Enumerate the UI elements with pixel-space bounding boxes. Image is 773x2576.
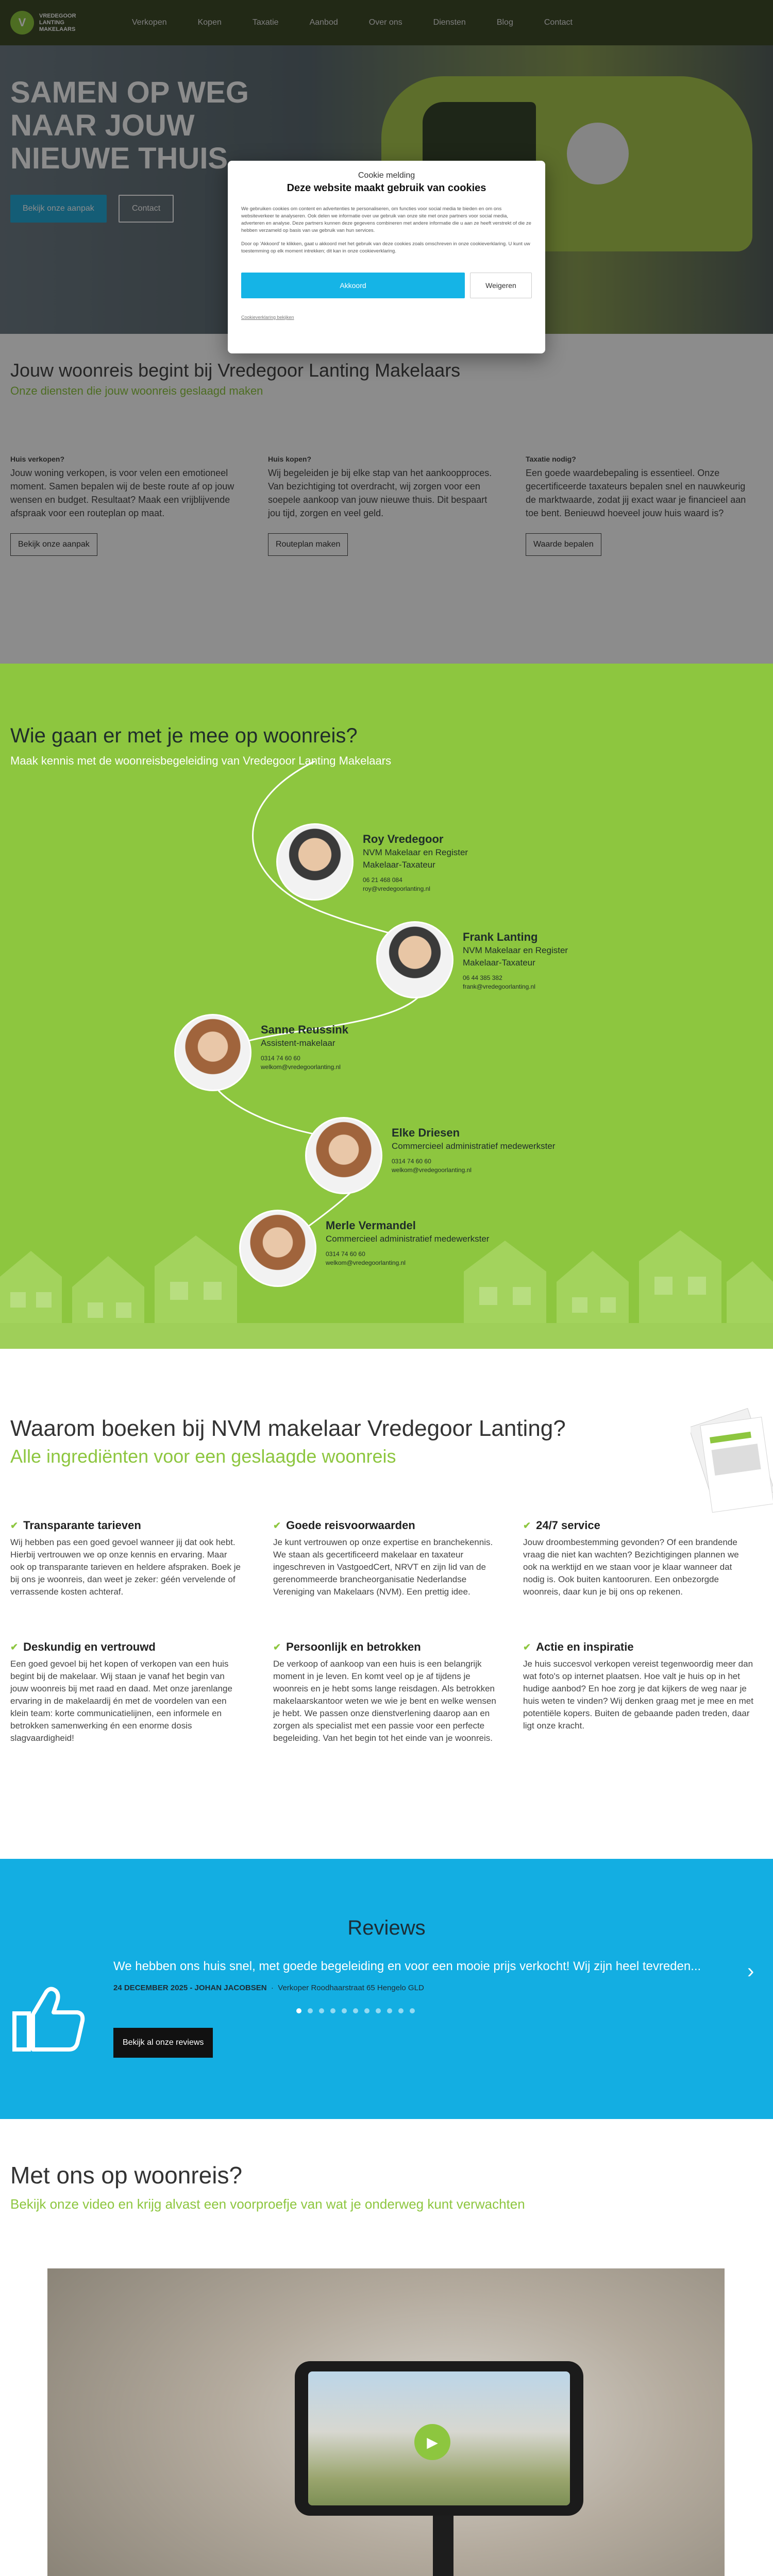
member-name: Frank Lanting xyxy=(463,930,538,943)
cookie-actions xyxy=(241,273,532,298)
member-name: Roy Vredegoor xyxy=(363,833,444,845)
all-reviews-button[interactable]: Bekijk al onze reviews xyxy=(113,2028,213,2058)
check-icon: ✔ xyxy=(523,1641,531,1652)
nav-item-kopen[interactable]: Kopen xyxy=(197,18,222,27)
team-section xyxy=(0,664,773,1349)
review-location: Verkoper Roodhaarstraat 65 Hengelo GLD xyxy=(278,1984,424,1992)
video-title: Met ons op woonreis? xyxy=(10,2162,243,2189)
member-phone[interactable]: 06 44 385 382 xyxy=(463,974,502,981)
review-dot[interactable] xyxy=(364,2008,369,2013)
why-title: Waarom boeken bij NVM makelaar Vredegoor Lanting? xyxy=(10,1416,566,1441)
logo-line: VREDEGOOR xyxy=(39,12,76,19)
why-section xyxy=(0,1349,773,1859)
review-dot[interactable] xyxy=(387,2008,392,2013)
member-phone[interactable]: 0314 74 60 60 xyxy=(261,1055,300,1062)
feature-deskundig xyxy=(10,1640,242,1744)
team-member-roy xyxy=(276,823,468,901)
cookie-text: We gebruiken cookies om content en advertenties te personaliseren, om functies voor social media te bieden en om ons websiteverkeer te analyseren. Ook delen we informatie over uw gebruik van onze site met onze partners voor social media, adverteren en analyse. Deze partners kunnen deze gegevens combineren met andere informatie die u aan ze heeft verstrekt of die ze hebben verzameld op basis van uw gebruik van hun services. xyxy=(241,206,531,233)
member-phone[interactable]: 0314 74 60 60 xyxy=(392,1158,431,1165)
check-icon: ✔ xyxy=(523,1520,531,1531)
cookie-text-consent: Door op 'Akkoord' te klikken, gaat u akkoord met het gebruik van deze cookies zoals omschreven in onze cookieverklaring. U kunt uw toestemming op elk moment intrekken; dit kan in onze cookieverklaring. xyxy=(241,241,530,254)
member-role: Makelaar-Taxateur xyxy=(463,958,535,968)
reviews-title: Reviews xyxy=(347,1917,426,1939)
member-role: NVM Makelaar en Register xyxy=(363,848,468,857)
nav-item-over-ons[interactable]: Over ons xyxy=(368,18,402,27)
logo-line: MAKELAARS xyxy=(39,26,76,32)
review-dot[interactable] xyxy=(353,2008,358,2013)
member-name: Elke Driesen xyxy=(392,1126,460,1139)
member-email[interactable]: welkom@vredegoorlanting.nl xyxy=(392,1166,472,1174)
review-pagination xyxy=(296,2008,415,2013)
service-button[interactable]: Bekijk onze aanpak xyxy=(10,533,97,556)
member-role: Makelaar-Taxateur xyxy=(363,860,435,870)
review-dot[interactable] xyxy=(342,2008,347,2013)
member-name: Sanne Reussink xyxy=(261,1023,348,1036)
team-member-elke xyxy=(305,1117,555,1194)
accept-cookies-button[interactable]: Akkoord xyxy=(241,273,465,298)
feature-title: Deskundig en vertrouwd xyxy=(23,1640,156,1653)
avatar xyxy=(174,1014,251,1091)
feature-title: 24/7 service xyxy=(536,1519,600,1532)
member-email[interactable]: roy@vredegoorlanting.nl xyxy=(363,885,430,892)
service-text: Wij begeleiden je bij elke stap van het aankoopproces. Van bezichtiging tot overdracht, wij zorgen voor een soepele aankoop van jouw nieuwe thuis. Dit bespaart jou tijd, zorgen en veel geld. xyxy=(268,468,492,518)
member-phone[interactable]: 06 21 468 084 xyxy=(363,876,402,884)
cookie-title: Deze website maakt gebruik van cookies xyxy=(287,182,486,194)
review-dot[interactable] xyxy=(376,2008,381,2013)
feature-text: Een goed gevoel bij het kopen of verkopen van een huis begint bij de makelaar. Wij staan je vanaf het begin van jouw woonreis bij met raad en daad. Met onze jarenlange ervaring in de makelaardij én met de voordelen van een klein team: korte communicatielijnen, een informele en betrokken samenwerking én een enorme dosis slagvaardigheid! xyxy=(10,1659,232,1743)
reviews-section xyxy=(0,1859,773,2119)
team-member-frank xyxy=(376,921,568,998)
avatar xyxy=(305,1117,382,1194)
member-role: Assistent-makelaar xyxy=(261,1038,335,1048)
nav-item-verkopen[interactable]: Verkopen xyxy=(132,18,167,27)
service-title: Huis kopen? xyxy=(268,455,312,463)
review-meta: 24 DECEMBER 2025 - JOHAN JACOBSEN · Verkoper Roodhaarstraat 65 Hengelo GLD xyxy=(113,1984,424,1992)
member-role: NVM Makelaar en Register xyxy=(463,945,568,955)
brochure-illustration xyxy=(691,1405,773,1519)
service-button[interactable]: Waarde bepalen xyxy=(526,533,601,556)
video-section xyxy=(0,2119,773,2576)
member-email[interactable]: welkom@vredegoorlanting.nl xyxy=(326,1259,406,1266)
team-title: Wie gaan er met je mee op woonreis? xyxy=(10,724,358,747)
feature-goede-reisvoorwaarden xyxy=(273,1519,505,1598)
feature-text: Je huis succesvol verkopen vereist tegenwoordig meer dan wat foto's op internet plaatsen. Hoe valt je huis op in het hudige aanbod? En hoe zorg je dat kijkers de weg naar je huis weten te vinden? Wij denken graag met je mee en met potentiële kopers. Buiten de gebaande paden treden, daar ligt onze kracht. xyxy=(523,1659,753,1731)
feature-text: Wij hebben pas een goed gevoel wanneer jij dat ook hebt. Hierbij vertrouwen we op onze kennis en ervaring. Maar ook op transparante tarieven en heldere afspraken. Boek je bij ons je woonreis, dan weet je zeker: géén vervelende of verrassende kosten achteraf. xyxy=(10,1537,241,1597)
decline-cookies-button[interactable]: Weigeren xyxy=(470,273,532,298)
hero-secondary-button[interactable]: Contact xyxy=(119,195,174,223)
feature-actie-inspiratie xyxy=(523,1640,755,1732)
feature-transparante-tarieven xyxy=(10,1519,242,1598)
team-subtitle: Maak kennis met de woonreisbegeleiding van Vredegoor Lanting Makelaars xyxy=(10,754,392,767)
nav-item-aanbod[interactable]: Aanbod xyxy=(309,18,338,27)
cookie-kicker: Cookie melding xyxy=(358,171,415,180)
review-dot[interactable] xyxy=(308,2008,313,2013)
services-subtitle: Onze diensten die jouw woonreis geslaagd maken xyxy=(10,384,263,397)
tripod-image xyxy=(433,2516,453,2576)
service-button[interactable]: Routeplan maken xyxy=(268,533,348,556)
video-subtitle: Bekijk onze video en krijg alvast een voorproefje van wat je onderweg kunt verwachten xyxy=(10,2196,525,2212)
member-role: Commercieel administratief medewerkster xyxy=(326,1234,490,1244)
houses-illustration xyxy=(0,1205,773,1349)
review-dot[interactable] xyxy=(296,2008,301,2013)
feature-text: Je kunt vertrouwen op onze expertise en branchekennis. We staan als gecertificeerd makelaar en taxateur ingeschreven in VastgoedCert, NRVT en zijn lid van de gerenommeerde brancheorganisatie Nederlandse Vereniging van Makelaars (NVM). Een prettig idee. xyxy=(273,1537,493,1597)
play-icon[interactable]: ▶ xyxy=(414,2424,450,2460)
feature-title: Transparante tarieven xyxy=(23,1519,141,1532)
thumbs-up-icon xyxy=(9,1982,87,2055)
service-text: Jouw woning verkopen, is voor velen een emotioneel moment. Samen bepalen wij de beste route af op jouw wensen en budget. Resultaat? Maak een vrijblijvende afspraak voor een routeplan op maat. xyxy=(10,468,234,518)
nav-item-diensten[interactable]: Diensten xyxy=(433,18,466,27)
video-player[interactable] xyxy=(47,2268,725,2576)
service-text: Een goede waardebepaling is essentieel. Onze gecertificeerde taxateurs bepalen snel en nauwkeurig de marktwaarde, zodat jij exact waar je financieel aan toe bent. Benieuwd hoeveel jouw huis waard is? xyxy=(526,468,746,518)
member-name: Merle Vermandel xyxy=(326,1219,416,1232)
member-role: Commercieel administratief medewerkster xyxy=(392,1141,556,1151)
next-review-arrow-icon[interactable]: › xyxy=(747,1960,754,1982)
hero-title: SAMEN OP WEG NAAR JOUW NIEUWE THUIS xyxy=(10,76,249,175)
review-quote: We hebben ons huis snel, met goede begeleiding en voor een mooie prijs verkocht! Wij zijn heel tevreden... xyxy=(113,1959,701,1973)
why-subtitle: Alle ingrediënten voor een geslaagde woonreis xyxy=(10,1446,396,1467)
avatar xyxy=(276,823,354,901)
hero-primary-button[interactable]: Bekijk onze aanpak xyxy=(10,195,107,223)
feature-text: Jouw droombestemming gevonden? Of een brandende vraag die niet kan wachten? Bezichtigingen plannen we ook na werktijd en we staan voor je klaar wanneer dat nodig is. Ook buiten kantooruren. Een onbezorgde woonreis, daar kun je bij ons op rekenen. xyxy=(523,1537,739,1597)
services-title: Jouw woonreis begint bij Vredegoor Lanting Makelaars xyxy=(10,360,461,381)
check-icon: ✔ xyxy=(10,1520,19,1531)
feature-title: Persoonlijk en betrokken xyxy=(286,1640,421,1653)
service-title: Taxatie nodig? xyxy=(526,455,576,463)
nav-item-contact[interactable]: Contact xyxy=(544,18,573,27)
member-email[interactable]: welkom@vredegoorlanting.nl xyxy=(261,1063,341,1071)
feature-text: De verkoop of aankoop van een huis is een belangrijk moment in je leven. En komt veel op je af tijdens je woonreis en je hebt soms lange reisdagen. Als betrokken makelaarskantoor weten we wie je bent en welke wensen je hebt. We passen onze dienstverlening daarop aan en zorgen als specialist met een passie voor een perfecte begeleiding. Van het begin tot het einde van je woonreis. xyxy=(273,1659,496,1743)
cookie-modal xyxy=(228,161,545,353)
check-icon: ✔ xyxy=(273,1641,281,1652)
service-title: Huis verkopen? xyxy=(10,455,65,463)
member-email[interactable]: frank@vredegoorlanting.nl xyxy=(463,983,535,990)
review-dot[interactable] xyxy=(330,2008,335,2013)
check-icon: ✔ xyxy=(10,1641,19,1652)
feature-24-7-service xyxy=(523,1519,755,1598)
review-dot[interactable] xyxy=(398,2008,404,2013)
logo-line: LANTING xyxy=(39,19,64,26)
check-icon: ✔ xyxy=(273,1520,281,1531)
nav-item-taxatie[interactable]: Taxatie xyxy=(252,18,279,27)
avatar xyxy=(376,921,453,998)
feature-title: Goede reisvoorwaarden xyxy=(286,1519,415,1532)
team-member-sanne xyxy=(174,1014,348,1091)
logo-mark: V xyxy=(10,11,34,35)
review-dot[interactable] xyxy=(319,2008,324,2013)
feature-title: Actie en inspiratie xyxy=(536,1640,634,1653)
cookie-policy-link[interactable]: Cookieverklaring bekijken xyxy=(241,315,294,320)
nav-item-blog[interactable]: Blog xyxy=(496,18,513,27)
review-date-author: 24 DECEMBER 2025 - JOHAN JACOBSEN xyxy=(113,1984,267,1992)
feature-persoonlijk xyxy=(273,1640,505,1744)
member-phone[interactable]: 0314 74 60 60 xyxy=(326,1250,365,1258)
review-dot[interactable] xyxy=(410,2008,415,2013)
